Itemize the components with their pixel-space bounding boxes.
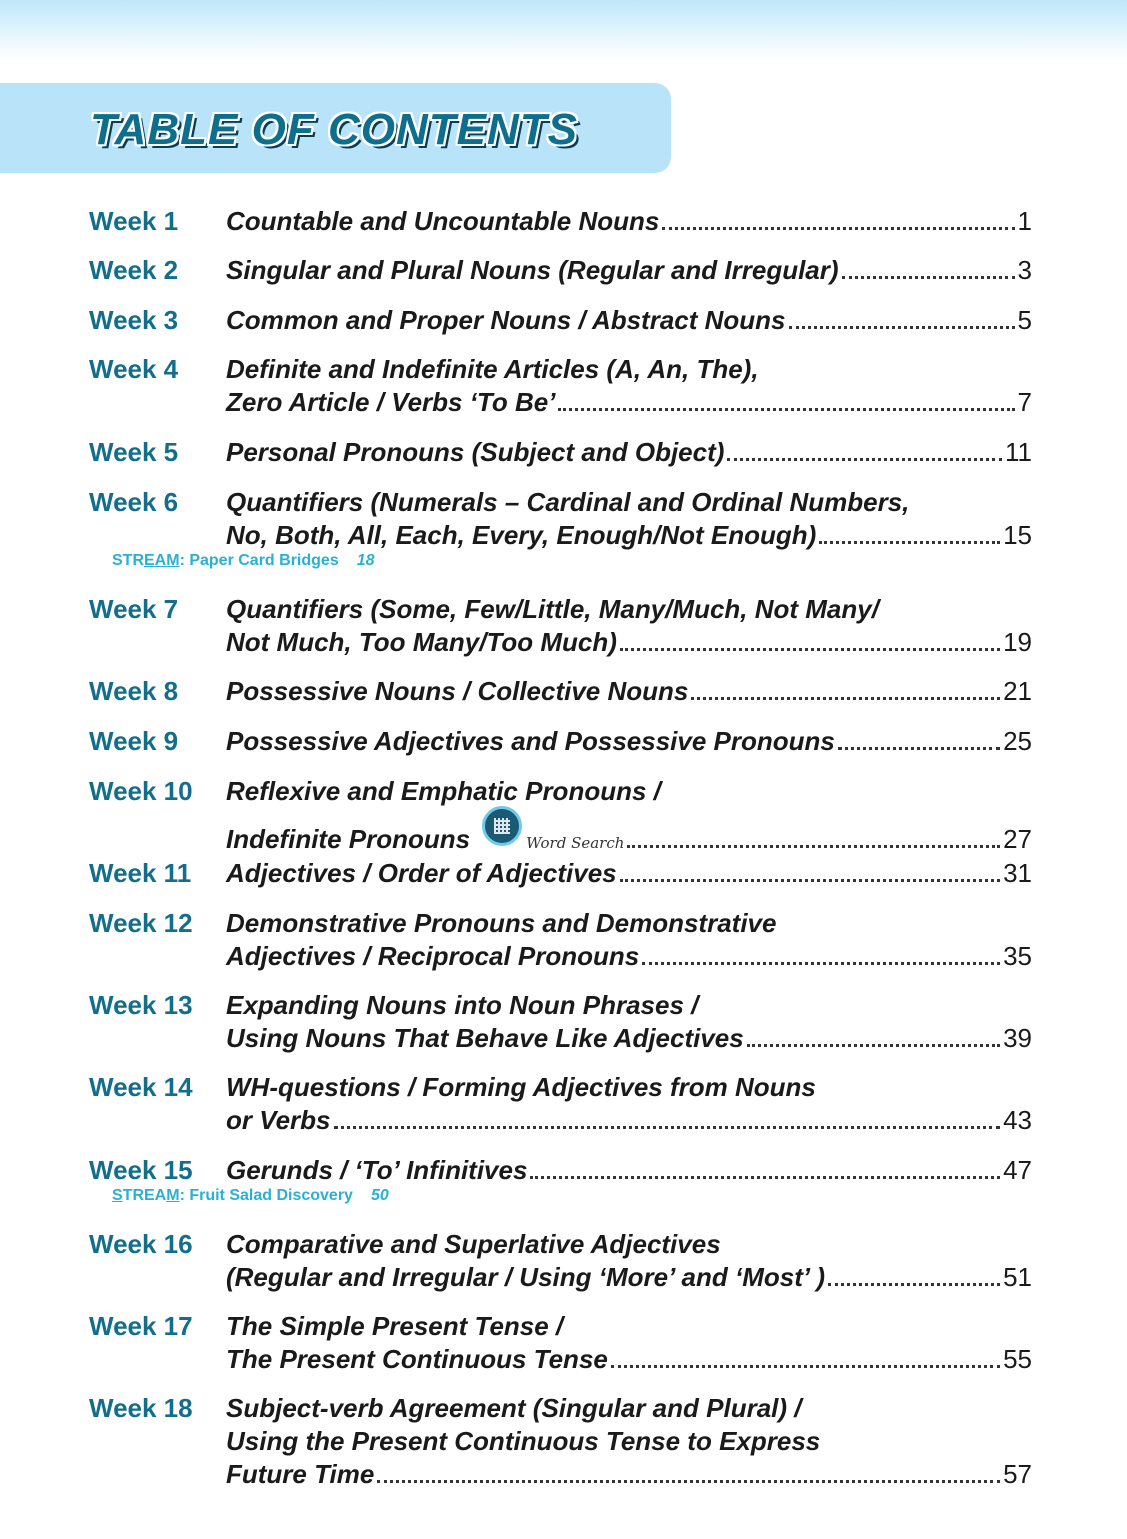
week-label: Week 18 (89, 1393, 193, 1423)
page-number: 19 (1003, 627, 1032, 657)
toc-entry-line: Reflexive and Emphatic Pronouns / (226, 776, 661, 806)
entry-title: Common and Proper Nouns / Abstract Nouns (226, 305, 786, 335)
dot-leader (838, 728, 1000, 750)
toc-entry-line: Expanding Nouns into Noun Phrases / (226, 990, 699, 1020)
week-label: Week 11 (89, 858, 192, 888)
week-label: Week 13 (89, 990, 193, 1020)
toc-entry-link[interactable] (226, 205, 1032, 237)
page-number: 51 (1003, 1262, 1032, 1292)
page-number: 47 (1003, 1155, 1032, 1185)
toc-entry-line: Comparative and Superlative Adjectives (226, 1229, 721, 1259)
toc-entry-line: Using the Present Continuous Tense to Express (226, 1426, 821, 1456)
stream-text-part: M (166, 552, 180, 569)
toc-entry-link[interactable] (226, 626, 1032, 658)
toc-entry-link[interactable] (226, 675, 1032, 707)
toc-entry-link[interactable] (226, 808, 1032, 854)
week-label: Week 9 (89, 726, 179, 756)
dot-leader (611, 1346, 1000, 1368)
stream-activity-link[interactable] (112, 552, 375, 570)
week-label: Week 12 (89, 908, 193, 938)
stream-activity-link[interactable] (112, 1187, 389, 1205)
stream-text-part: STR (112, 552, 144, 569)
toc-entry-link[interactable] (226, 940, 1032, 972)
toc-entry-link[interactable] (226, 1154, 1032, 1186)
toc-entry-link[interactable] (226, 1458, 1032, 1490)
week-label: Week 10 (89, 776, 193, 806)
week-label: Week 7 (89, 594, 179, 624)
entry-title: or Verbs (226, 1105, 331, 1135)
dot-leader (620, 860, 1000, 882)
page-number: 3 (1017, 255, 1032, 285)
dot-leader (842, 257, 1015, 279)
entry-title: Indefinite Pronouns (226, 824, 471, 854)
week-label: Week 8 (89, 676, 179, 706)
dot-leader (620, 629, 1000, 651)
entry-title: Adjectives / Order of Adjectives (226, 858, 617, 888)
entry-title: Using Nouns That Behave Like Adjectives (226, 1023, 744, 1053)
entry-title: Future Time (226, 1459, 375, 1489)
entry-title: Personal Pronouns (Subject and Object) (226, 437, 725, 467)
stream-text-part: M (166, 1187, 180, 1204)
toc-entry-line: Definite and Indefinite Articles (A, An, The), (226, 354, 759, 384)
entry-title: No, Both, All, Each, Every, Enough/Not Enough) (226, 520, 817, 550)
toc-entry-link[interactable] (226, 1104, 1032, 1136)
word-search-icon (482, 806, 522, 846)
entry-title: Not Much, Too Many/Too Much) (226, 627, 617, 657)
entry-title: Possessive Nouns / Collective Nouns (226, 676, 689, 706)
stream-page-number: 50 (370, 1187, 389, 1204)
page-number: 1 (1017, 206, 1032, 236)
entry-title: Possessive Adjectives and Possessive Pronouns (226, 726, 835, 756)
entry-title: The Present Continuous Tense (226, 1344, 608, 1374)
toc-entry-line: The Simple Present Tense / (226, 1311, 564, 1341)
week-label: Week 2 (89, 255, 179, 285)
entry-title: Zero Article / Verbs ‘To Be’ (226, 387, 556, 417)
toc-entry-link[interactable] (226, 254, 1032, 286)
page-number: 55 (1003, 1344, 1032, 1374)
week-label: Week 4 (89, 354, 179, 384)
week-label: Week 16 (89, 1229, 193, 1259)
toc-entry-link[interactable] (226, 725, 1032, 757)
page-number: 43 (1003, 1105, 1032, 1135)
dot-leader (377, 1461, 1000, 1483)
page-number: 57 (1003, 1459, 1032, 1489)
dot-leader (691, 678, 1000, 700)
stream-text-part: A (154, 552, 167, 569)
dot-leader (627, 826, 1000, 848)
page-number: 25 (1003, 726, 1032, 756)
toc-entry-link[interactable] (226, 519, 1032, 551)
page-number: 21 (1003, 676, 1032, 706)
toc-entry-link[interactable] (226, 304, 1032, 336)
page-number: 35 (1003, 941, 1032, 971)
toc-entry-line: Demonstrative Pronouns and Demonstrative (226, 908, 777, 938)
page-number: 27 (1003, 824, 1032, 854)
page-number: 15 (1003, 520, 1032, 550)
dot-leader (530, 1157, 1000, 1179)
week-label: Week 5 (89, 437, 179, 467)
week-label: Week 1 (89, 206, 179, 236)
week-label: Week 15 (89, 1155, 193, 1185)
toc-entry-link[interactable] (226, 386, 1032, 418)
toc-entry-link[interactable] (226, 1022, 1032, 1054)
stream-text-part: E (144, 552, 155, 569)
page-number: 5 (1017, 305, 1032, 335)
entry-title: Gerunds / ‘To’ Infinitives (226, 1155, 528, 1185)
entry-title: Singular and Plural Nouns (Regular and Irregular) (226, 255, 839, 285)
toc-entry-link[interactable] (226, 857, 1032, 889)
dot-leader (747, 1025, 1000, 1047)
page-number: 7 (1017, 387, 1032, 417)
entry-title: (Regular and Irregular / Using ‘More’ and ‘Most’ ) (226, 1262, 826, 1292)
toc-entry-link[interactable] (226, 436, 1032, 468)
week-label: Week 6 (89, 487, 179, 517)
dot-leader (642, 943, 1000, 965)
toc-entry-line: Quantifiers (Some, Few/Little, Many/Much, Not Many/ (226, 594, 879, 624)
dot-leader (819, 522, 1000, 544)
dot-leader (334, 1107, 1001, 1129)
week-label: Week 17 (89, 1311, 193, 1341)
stream-text-part: TREA (122, 1187, 167, 1204)
word-search-label: Word Search (526, 834, 625, 852)
toc-entry-line: WH-questions / Forming Adjectives from Nouns (226, 1072, 816, 1102)
toc-entry-line: Quantifiers (Numerals – Cardinal and Ordinal Numbers, (226, 487, 910, 517)
week-label: Week 3 (89, 305, 179, 335)
dot-leader (662, 208, 1014, 230)
toc-entry-link[interactable] (226, 1343, 1032, 1375)
page-number: 31 (1003, 858, 1032, 888)
page-number: 11 (1005, 437, 1032, 467)
stream-page-number: 18 (356, 552, 375, 569)
dot-leader (558, 389, 1014, 411)
dot-leader (727, 439, 1002, 461)
toc-entry-link[interactable] (226, 1261, 1032, 1293)
page-title: TABLE OF CONTENTS (90, 105, 578, 154)
toc-entry-line: Subject-verb Agreement (Singular and Plural) / (226, 1393, 802, 1423)
stream-text-part: : Paper Card Bridges (179, 552, 339, 569)
week-label: Week 14 (89, 1072, 193, 1102)
dot-leader (828, 1264, 1000, 1286)
entry-title: Countable and Uncountable Nouns (226, 206, 660, 236)
dot-leader (789, 307, 1015, 329)
stream-text-part: S (112, 1187, 123, 1204)
page-number: 39 (1003, 1023, 1032, 1053)
entry-title: Adjectives / Reciprocal Pronouns (226, 941, 640, 971)
stream-text-part: : Fruit Salad Discovery (179, 1187, 353, 1204)
